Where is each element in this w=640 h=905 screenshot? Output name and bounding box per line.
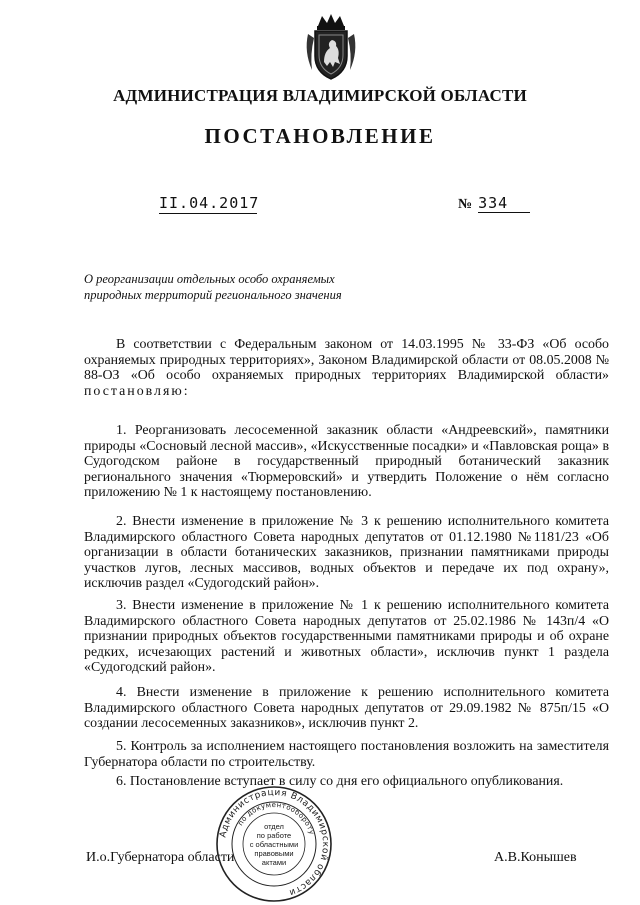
document-type: ПОСТАНОВЛЕНИЕ xyxy=(204,124,436,148)
subject-line-2: природных территорий регионального значения xyxy=(84,288,342,302)
number-sign: № xyxy=(458,197,473,212)
clause-2: 2. Внести изменение в приложение № 3 к решению исполнительного комитета Владимирского областного Совета народных депутатов от 01.12.1980 №1181/23 «Об организации в области ботанических заказников, признании памятниками природы участков лугов, лесных массивов, водных объектов и передаче их под охрану», исключив раздел «Судогодский район». xyxy=(84,514,609,592)
document-subject xyxy=(84,271,404,303)
coat-of-arms-icon xyxy=(300,12,362,82)
seal-ring-text: Администрация Владимирской области xyxy=(218,787,331,898)
document-number-field xyxy=(458,194,530,213)
signatory-name: А.В.Конышев xyxy=(494,850,577,865)
clause-5: 5. Контроль за исполнением настоящего постановления возложить на заместителя Губернатора области по строительству. xyxy=(84,739,609,770)
preamble xyxy=(84,337,609,399)
clause-3: 3. Внести изменение в приложение № 1 к решению исполнительного комитета Владимирского областного Совета народных депутатов от 25.02.1986 № 143п/4 «О признании природных объектов государственными памятниками природы и об охране редких, исчезающих растений и животных области», исключив пункт 1 раздела «Судогодский район». xyxy=(84,598,609,676)
seal-center-line: правовыми xyxy=(254,849,294,858)
subject-line-1: О реорганизации отдельных особо охраняемых xyxy=(84,272,335,286)
signatory-position: И.о.Губернатора области xyxy=(86,850,235,865)
document-number: 334 xyxy=(478,194,530,213)
clause-6: 6. Постановление вступает в силу со дня его официального опубликования. xyxy=(116,774,564,789)
document-date: II.04.2017 xyxy=(159,194,260,212)
clause-1: 1. Реорганизовать лесосеменной заказник области «Андреевский», памятники природы «Сосновый лесной массив», «Искусственные посадки» и «Павловская роща» в Судогодском районе в государственный природный ботанический заказник регионального значения «Тюрмеровский» и утвердить Положение о нём согласно приложению № 1 к настоящему постановлению. xyxy=(84,423,609,501)
clause-4: 4. Внести изменение в приложение к решению исполнительного комитета Владимирского областного Совета народных депутатов от 29.09.1982 № 875п/15 «О создании лесосеменных заказников», исключив пункт 2. xyxy=(84,685,609,732)
seal-center-line: с областными xyxy=(249,840,299,849)
seal-center-line: актами xyxy=(261,858,287,867)
seal-inner-ring-text: по документообороту xyxy=(236,800,316,836)
organization-title: АДМИНИСТРАЦИЯ ВЛАДИМИРСКОЙ ОБЛАСТИ xyxy=(113,86,527,105)
preamble-verb: постановляю: xyxy=(84,383,190,399)
seal-center-text xyxy=(234,822,314,867)
preamble-text: В соответствии с Федеральным законом от 14.03.1995 № 33-ФЗ «Об особо охраняемых природных территориях», Законом Владимирской области от 08.05.2008 № 88-ОЗ «Об особо охраняемых природных территориях Владимирской области» xyxy=(84,337,609,384)
seal-center-line: по работе xyxy=(256,831,292,840)
seal-center-line: отдел xyxy=(264,822,284,831)
